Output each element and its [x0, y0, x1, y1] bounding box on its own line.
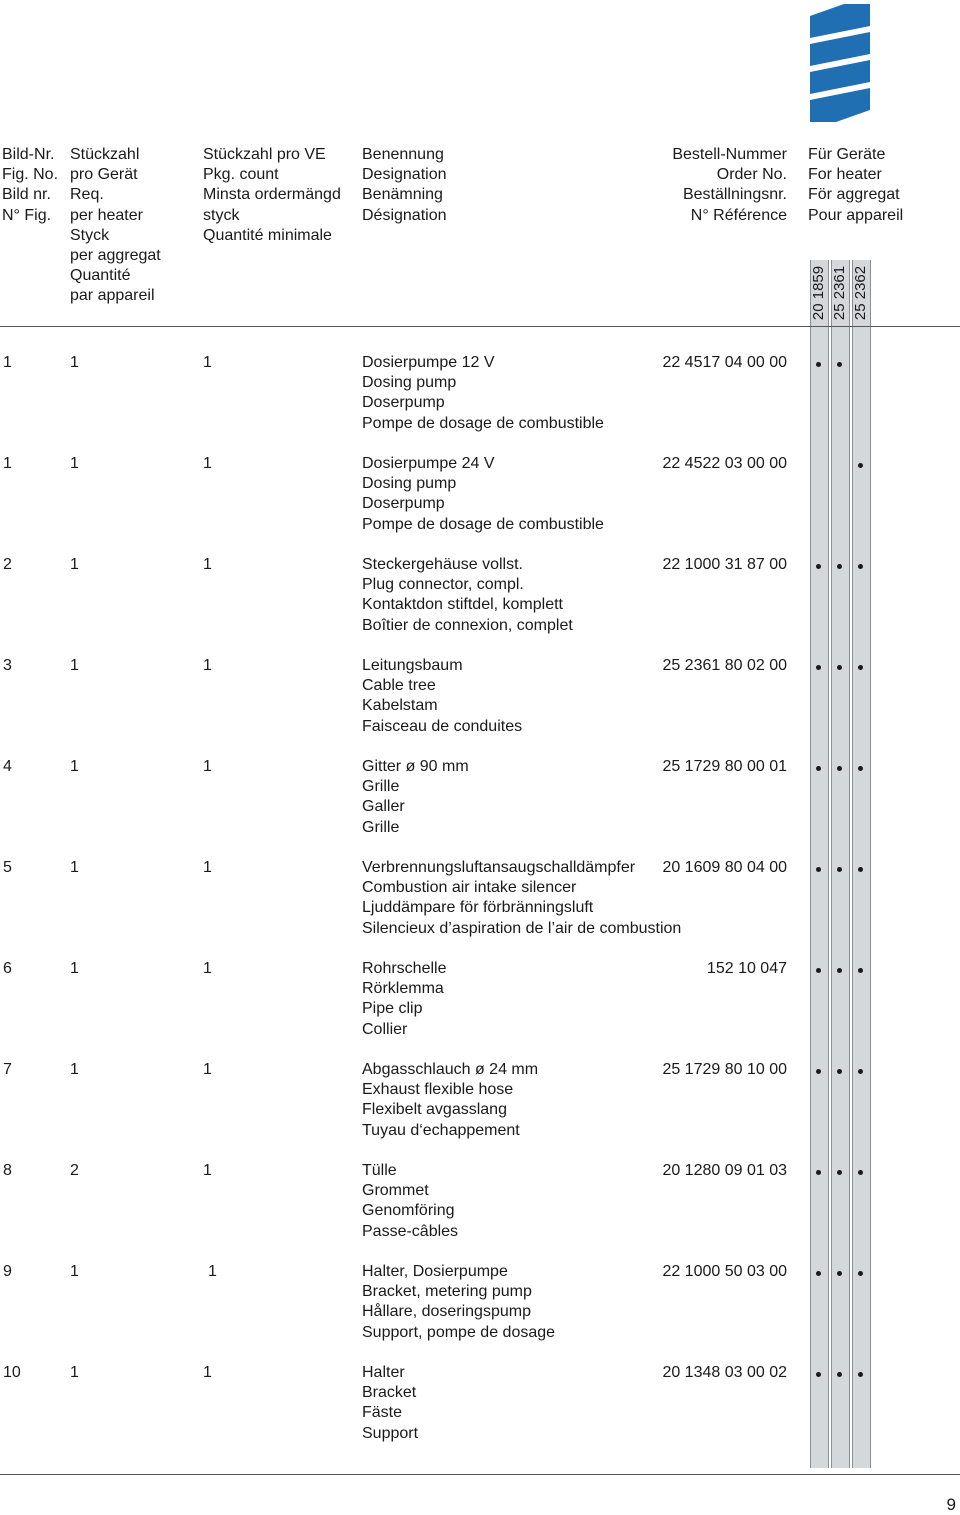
fitment-dot: [858, 1271, 863, 1276]
fig-number: 5: [3, 859, 12, 876]
header-text: Styck: [70, 226, 110, 244]
quantity: 1: [70, 1364, 79, 1381]
fitment-dot: [858, 463, 863, 468]
header-text: par appareil: [70, 287, 155, 305]
header-text: Désignation: [362, 206, 447, 224]
order-number: 152 10 047: [706, 960, 787, 977]
order-number: 20 1280 09 01 03: [662, 1162, 787, 1179]
pkg-count: 1: [203, 1162, 212, 1179]
fitment-dot: [858, 766, 863, 771]
header-text: Designation: [362, 166, 447, 184]
model-label-text: 20 1859: [809, 265, 827, 321]
pkg-count: 1: [203, 1061, 212, 1078]
header-qty-column: [70, 145, 161, 307]
designation-line: Tülle: [362, 1162, 397, 1179]
designation-line: Tuyau d‘echappement: [362, 1121, 520, 1139]
order-number: 25 1729 80 10 00: [662, 1061, 787, 1078]
designation-line: Rörklemma: [362, 980, 444, 998]
designation-line: Abgasschlauch ø 24 mm: [362, 1061, 539, 1078]
designation-line: Passe-câbles: [362, 1222, 459, 1240]
header-text: Pkg. count: [203, 166, 279, 184]
table-row: [0, 1060, 960, 1150]
designation-line: Grommet: [362, 1182, 429, 1200]
fitment-dot: [837, 564, 842, 569]
header-text: Pour appareil: [808, 206, 904, 224]
header-text: Stückzahl pro VE: [203, 146, 326, 163]
fitment-dot: [858, 867, 863, 872]
header-fig-column: [2, 145, 58, 226]
designation-line: Pompe de dosage de combustible: [362, 414, 604, 432]
designation: [362, 1161, 458, 1242]
designation-line: Hållare, doseringspump: [362, 1303, 531, 1321]
order-number: 22 1000 50 03 00: [662, 1263, 787, 1280]
designation-line: Halter, Dosierpumpe: [362, 1263, 508, 1280]
header-text: per aggregat: [70, 247, 161, 265]
header-text: Bild-Nr.: [2, 146, 55, 163]
pkg-count: 1: [208, 1263, 217, 1280]
fitment-dot: [816, 968, 821, 973]
pkg-count: 1: [203, 758, 212, 775]
header-text: N° Fig.: [2, 206, 52, 224]
fitment-dot: [837, 1271, 842, 1276]
order-number: 22 1000 31 87 00: [662, 556, 787, 573]
designation-line: Grille: [362, 778, 400, 796]
table-row: [0, 353, 960, 443]
fitment-dot: [816, 1069, 821, 1074]
designation-line: Genomföring: [362, 1202, 455, 1220]
designation-line: Bracket, metering pump: [362, 1283, 532, 1301]
designation: [362, 1363, 418, 1444]
model-label: [831, 262, 849, 324]
table-row: [0, 1363, 960, 1453]
designation-line: Rohrschelle: [362, 960, 447, 977]
fitment-dot: [858, 665, 863, 670]
fig-number: 10: [3, 1364, 21, 1381]
designation-line: Grille: [362, 818, 400, 836]
fitment-dot: [837, 1069, 842, 1074]
fitment-dot: [816, 1271, 821, 1276]
designation-line: Ljuddämpare för förbränningsluft: [362, 899, 594, 917]
fig-number: 9: [3, 1263, 12, 1280]
header-text: Benennung: [362, 146, 444, 163]
designation: [362, 1262, 555, 1343]
designation-line: Verbrennungsluftansaugschalldämpfer: [362, 859, 636, 876]
fitment-dot: [858, 968, 863, 973]
designation-line: Exhaust flexible hose: [362, 1081, 514, 1099]
designation-line: Steckergehäuse vollst.: [362, 556, 523, 573]
designation-line: Dosierpumpe 24 V: [362, 455, 495, 472]
header-text: Bild nr.: [2, 186, 51, 204]
order-number: 25 1729 80 00 01: [662, 758, 787, 775]
designation-line: Doserpump: [362, 495, 445, 513]
pkg-count: 1: [203, 354, 212, 371]
fitment-dot: [816, 564, 821, 569]
fitment-dot: [837, 1372, 842, 1377]
table-row: [0, 656, 960, 746]
designation-line: Dosing pump: [362, 374, 457, 392]
designation-line: Halter: [362, 1364, 405, 1381]
pkg-count: 1: [203, 1364, 212, 1381]
designation-line: Support, pompe de dosage: [362, 1323, 556, 1341]
quantity: 1: [70, 455, 79, 472]
designation-line: Cable tree: [362, 677, 436, 695]
fitment-dot: [837, 766, 842, 771]
quantity: 1: [70, 354, 79, 371]
header-text: Minsta ordermängd: [203, 186, 341, 204]
designation-line: Kontaktdon stiftdel, komplett: [362, 596, 563, 614]
designation-line: Gitter ø 90 mm: [362, 758, 469, 775]
header-text: For heater: [808, 166, 882, 184]
header-text: Quantité minimale: [203, 226, 332, 244]
designation-line: Leitungsbaum: [362, 657, 463, 674]
header-text: Stückzahl: [70, 146, 140, 163]
fig-number: 7: [3, 1061, 12, 1078]
designation: [362, 1060, 538, 1141]
header-text: Order No.: [716, 166, 787, 184]
table-row: [0, 858, 960, 948]
quantity: 1: [70, 1263, 79, 1280]
designation: [362, 454, 604, 535]
header-text: Quantité: [70, 267, 131, 285]
designation-line: Collier: [362, 1020, 408, 1038]
fitment-dot: [837, 867, 842, 872]
order-number: 22 4522 03 00 00: [662, 455, 787, 472]
quantity: 1: [70, 859, 79, 876]
table-row: [0, 555, 960, 645]
pkg-count: 1: [203, 455, 212, 472]
fitment-dot: [837, 1170, 842, 1175]
designation-line: Bracket: [362, 1384, 417, 1402]
fitment-dot: [816, 867, 821, 872]
designation-line: Boîtier de connexion, complet: [362, 616, 573, 634]
fig-number: 3: [3, 657, 12, 674]
header-text: Benämning: [362, 186, 443, 204]
header-text: Bestell-Nummer: [672, 146, 787, 163]
fig-number: 1: [3, 455, 12, 472]
model-label-text: 25 2361: [830, 265, 848, 321]
header-text: För aggregat: [808, 186, 900, 204]
quantity: 1: [70, 556, 79, 573]
quantity: 2: [70, 1162, 79, 1179]
designation: [362, 858, 681, 939]
pkg-count: 1: [203, 960, 212, 977]
pkg-count: 1: [203, 657, 212, 674]
designation: [362, 353, 604, 434]
designation: [362, 555, 573, 636]
designation-line: Doserpump: [362, 394, 445, 412]
fitment-dot: [816, 1372, 821, 1377]
fig-number: 1: [3, 354, 12, 371]
fitment-dot: [858, 1069, 863, 1074]
fig-number: 4: [3, 758, 12, 775]
header-desc-column: [362, 145, 447, 226]
header-text: Fig. No.: [2, 166, 59, 184]
model-label: [852, 262, 870, 324]
designation-line: Pompe de dosage de combustible: [362, 515, 604, 533]
quantity: 1: [70, 657, 79, 674]
fitment-dot: [816, 1170, 821, 1175]
table-row: [0, 454, 960, 544]
fig-number: 6: [3, 960, 12, 977]
header-pkg-column: [203, 145, 341, 246]
order-number: 25 2361 80 02 00: [662, 657, 787, 674]
page-number: 9: [946, 1495, 956, 1514]
designation-line: Fäste: [362, 1404, 403, 1422]
designation-line: Pipe clip: [362, 1000, 423, 1018]
quantity: 1: [70, 1061, 79, 1078]
fitment-dot: [858, 1372, 863, 1377]
header-text: styck: [203, 206, 240, 224]
designation-line: Dosierpumpe 12 V: [362, 354, 495, 371]
designation: [362, 656, 522, 737]
table-row: [0, 959, 960, 1049]
table-row: [0, 757, 960, 847]
fitment-dot: [816, 665, 821, 670]
order-number: 22 4517 04 00 00: [662, 354, 787, 371]
fitment-dot: [816, 362, 821, 367]
fitment-dot: [858, 564, 863, 569]
designation-line: Silencieux d’aspiration de l’air de combustion: [362, 919, 682, 937]
pkg-count: 1: [203, 556, 212, 573]
header-text: per heater: [70, 206, 143, 224]
designation-line: Support: [362, 1424, 419, 1442]
model-label: [810, 262, 828, 324]
company-logo: [806, 4, 874, 122]
header-order-column: [672, 145, 787, 226]
header-heater-column: [808, 145, 903, 226]
header-text: pro Gerät: [70, 166, 138, 184]
fitment-dot: [837, 665, 842, 670]
designation-line: Plug connector, compl.: [362, 576, 524, 594]
quantity: 1: [70, 758, 79, 775]
header-text: N° Référence: [690, 206, 787, 224]
designation-line: Kabelstam: [362, 697, 438, 715]
header-text: Für Geräte: [808, 146, 886, 163]
quantity: 1: [70, 960, 79, 977]
fitment-dot: [837, 362, 842, 367]
fitment-dot: [816, 766, 821, 771]
designation: [362, 959, 446, 1040]
header-divider: [0, 326, 960, 327]
table-row: [0, 1161, 960, 1251]
order-number: 20 1609 80 04 00: [662, 859, 787, 876]
header-text: Req.: [70, 186, 104, 204]
pkg-count: 1: [203, 859, 212, 876]
footer-divider: [0, 1474, 960, 1475]
fig-number: 2: [3, 556, 12, 573]
table-row: [0, 1262, 960, 1352]
fitment-dot: [858, 1170, 863, 1175]
model-label-text: 25 2362: [851, 265, 869, 321]
designation-line: Dosing pump: [362, 475, 457, 493]
designation: [362, 757, 469, 838]
header-text: Beställningsnr.: [682, 186, 787, 204]
designation-line: Flexibelt avgasslang: [362, 1101, 507, 1119]
designation-line: Faisceau de conduites: [362, 717, 523, 735]
designation-line: Galler: [362, 798, 405, 816]
designation-line: Combustion air intake silencer: [362, 879, 577, 897]
order-number: 20 1348 03 00 02: [662, 1364, 787, 1381]
fig-number: 8: [3, 1162, 12, 1179]
fitment-dot: [837, 968, 842, 973]
